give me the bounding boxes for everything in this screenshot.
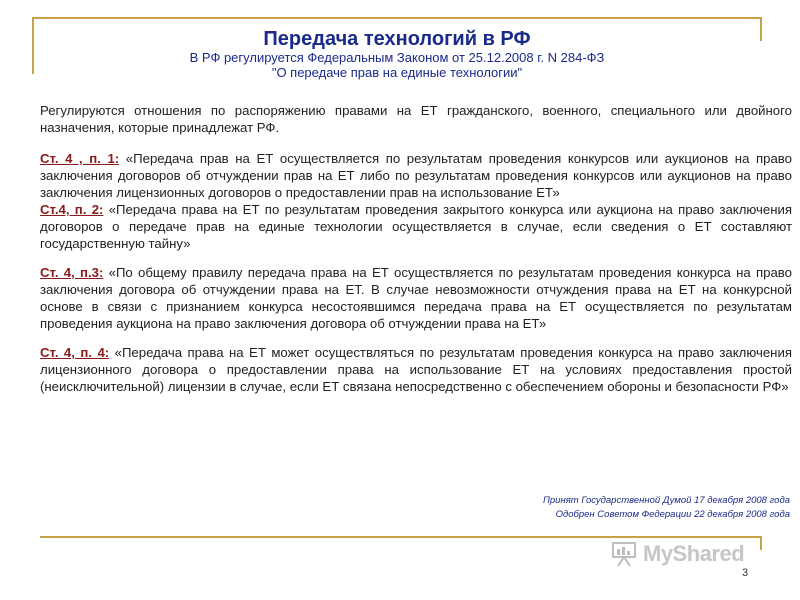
slide-title: Передача технологий в РФ [263,28,531,50]
article-text: «Передача права на ЕТ по результатам проведения закрытого конкурса или аукциона на право заключения договоров о передаче прав на единые технологии осуществляется в случае, если сведения о ЕТ составляют государственную тайну» [40,202,793,251]
article-reference: Ст.4, п. 2: [40,202,104,217]
adoption-note-duma: Принят Государственной Думой 17 декабря 2008 года [543,495,790,506]
subtitle-line-1: В РФ регулируется Федеральным Законом от 25.12.2008 г. N 284-ФЗ [189,50,605,65]
article-text: «Передача права на ЕТ может осуществляться по результатам проведения конкурса на право заключения лицензионного договора о предоставлении права на использование ЕТ на условиях предоставления простой (неисключительной) лицензии в случае, если ЕТ связана непосредственно с обеспечением обороны и безопасности РФ» [40,345,792,394]
frame-bottom-line [40,536,762,538]
page-number: 3 [742,567,749,579]
adoption-note-federation-council: Одобрен Советом Федерации 22 декабря 2008 года [555,509,790,520]
slide-body [40,102,792,395]
article-paragraph [40,344,792,395]
article-reference: Ст. 4, п.3: [40,265,104,280]
article-paragraph [40,150,792,201]
intro-paragraph: Регулируются отношения по распоряжению правами на ЕТ гражданского, военного, специального или двойного назначения, которые принадлежат РФ. [40,103,792,135]
adoption-note [390,494,790,522]
article-text: «По общему правилу передача права на ЕТ осуществляется по результатам проведения конкурса на право заключения договора об отчуждении права на ЕТ. В случае невозможности отчуждения права на ЕТ на конкурсной основе в связи с признанием конкурса несостоявшимся передача права на ЕТ осуществляется по результатам проведения аукциона на право заключения договора об отчуждении права на ЕТ» [40,265,792,331]
frame-right-line [760,17,762,41]
logo-text: MyShared [643,541,745,566]
article-reference: Ст. 4 , п. 1: [40,151,120,166]
slide-header [34,28,760,80]
myshared-logo [611,540,771,568]
presentation-board-icon [611,540,641,568]
subtitle-line-2: "О передаче прав на единые технологии" [271,65,523,80]
article-reference: Ст. 4, п. 4: [40,345,110,360]
frame-top-line [32,17,762,19]
article-paragraph [40,201,792,252]
article-text: «Передача прав на ЕТ осуществляется по результатам проведения конкурсов или аукционов на право заключения договоров об отчуждении прав на ЕТ либо по результатам проведения конкурсов или аукционов на право заключения лицензионных договоров о предоставлении прав на использование ЕТ» [40,151,792,200]
article-paragraph [40,264,792,332]
